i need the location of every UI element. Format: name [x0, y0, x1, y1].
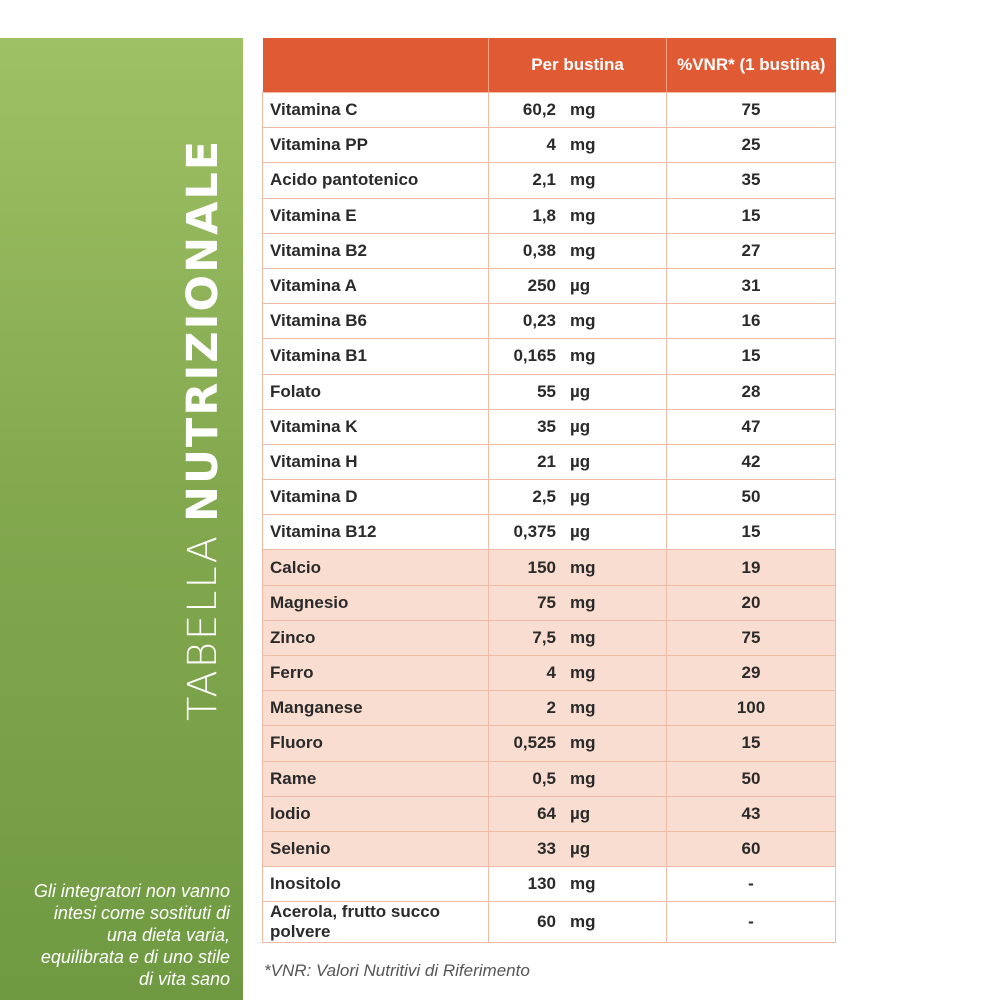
table-row: [263, 867, 836, 902]
nutrient-unit: mg: [570, 240, 596, 260]
nutrient-name: Vitamina B6: [263, 304, 489, 339]
nutrient-unit: mg: [570, 205, 596, 225]
nutrient-amount: 33: [537, 839, 556, 859]
vertical-title: [178, 96, 228, 721]
table-row: [263, 304, 836, 339]
disclaimer-text: Gli integratori non vanno intesi come sostituti di una dieta varia, equilibrata e di uno stile di vita sano: [33, 881, 230, 989]
nutrient-name: Manganese: [263, 691, 489, 726]
nutrient-amount-cell: [489, 761, 667, 796]
nutrient-amount-cell: [489, 444, 667, 479]
header-name: [263, 38, 489, 93]
nutrient-amount: 1,8: [532, 205, 556, 225]
nutrient-vnr: 100: [667, 691, 836, 726]
nutrient-vnr: 16: [667, 304, 836, 339]
nutrient-amount-cell: [489, 831, 667, 866]
table-row: [263, 409, 836, 444]
header-vnr: %VNR* (1 bustina): [667, 38, 836, 93]
nutrient-vnr: 29: [667, 656, 836, 691]
nutrient-vnr: 31: [667, 268, 836, 303]
nutrient-vnr: 15: [667, 515, 836, 550]
table-row: [263, 550, 836, 585]
nutrient-amount: 2: [546, 698, 556, 718]
table-row: [263, 128, 836, 163]
nutrient-unit: µg: [570, 522, 591, 542]
nutrient-amount-cell: [489, 304, 667, 339]
nutrient-name: Vitamina B1: [263, 339, 489, 374]
nutrient-unit: µg: [570, 839, 591, 859]
nutrient-vnr: 50: [667, 480, 836, 515]
nutrient-vnr: 28: [667, 374, 836, 409]
nutrient-name: Folato: [263, 374, 489, 409]
nutrient-amount-cell: [489, 233, 667, 268]
nutrient-name: Selenio: [263, 831, 489, 866]
nutrient-amount: 0,38: [522, 240, 556, 260]
nutrient-name: Inositolo: [263, 867, 489, 902]
table-row: [263, 656, 836, 691]
nutrient-vnr: 75: [667, 93, 836, 128]
nutrient-amount-cell: [489, 796, 667, 831]
nutrient-amount: 21: [537, 451, 556, 471]
title-bold: NUTRIZIONALE: [178, 138, 228, 522]
nutrient-amount-cell: [489, 163, 667, 198]
nutrient-unit: mg: [570, 311, 596, 331]
nutrient-amount: 2,5: [532, 487, 556, 507]
nutrient-amount-cell: [489, 550, 667, 585]
nutrient-unit: mg: [570, 698, 596, 718]
nutrient-amount: 7,5: [532, 627, 556, 647]
nutrient-amount: 150: [527, 557, 556, 577]
table-row: [263, 339, 836, 374]
nutrient-unit: mg: [570, 874, 596, 894]
nutrient-amount-cell: [489, 480, 667, 515]
nutrient-vnr: 50: [667, 761, 836, 796]
nutrient-vnr: 20: [667, 585, 836, 620]
nutrient-unit: mg: [570, 627, 596, 647]
nutrient-amount-cell: [489, 726, 667, 761]
nutrient-name: Zinco: [263, 620, 489, 655]
nutrient-vnr: 15: [667, 198, 836, 233]
nutrient-unit: µg: [570, 487, 591, 507]
nutrient-name: Vitamina D: [263, 480, 489, 515]
table-row: [263, 480, 836, 515]
nutrient-name: Vitamina B2: [263, 233, 489, 268]
nutrient-name: Vitamina E: [263, 198, 489, 233]
table-row: [263, 268, 836, 303]
nutrient-vnr: 43: [667, 796, 836, 831]
sidebar-panel: [0, 38, 243, 1000]
table-row: [263, 902, 836, 943]
nutrient-amount: 0,375: [513, 522, 556, 542]
table-row: [263, 691, 836, 726]
nutrient-amount-cell: [489, 198, 667, 233]
table-row: [263, 796, 836, 831]
nutrient-unit: mg: [570, 733, 596, 753]
nutrient-vnr: 75: [667, 620, 836, 655]
nutrient-unit: µg: [570, 276, 591, 296]
table-row: [263, 726, 836, 761]
nutrient-vnr: -: [667, 867, 836, 902]
nutrient-unit: µg: [570, 416, 591, 436]
table-row: [263, 163, 836, 198]
nutrient-amount: 2,1: [532, 170, 556, 190]
nutrient-unit: µg: [570, 381, 591, 401]
nutrition-table-container: [262, 38, 835, 943]
nutrient-name: Vitamina A: [263, 268, 489, 303]
nutrient-vnr: 42: [667, 444, 836, 479]
nutrient-unit: mg: [570, 135, 596, 155]
table-row: [263, 585, 836, 620]
nutrient-amount: 0,525: [513, 733, 556, 753]
nutrient-amount-cell: [489, 902, 667, 943]
nutrient-name: Fluoro: [263, 726, 489, 761]
nutrient-amount-cell: [489, 268, 667, 303]
nutrient-amount-cell: [489, 620, 667, 655]
nutrient-unit: mg: [570, 912, 596, 932]
nutrient-amount-cell: [489, 128, 667, 163]
nutrient-name: Calcio: [263, 550, 489, 585]
table-row: [263, 93, 836, 128]
nutrient-vnr: 15: [667, 339, 836, 374]
nutrient-unit: mg: [570, 170, 596, 190]
nutrient-name: Iodio: [263, 796, 489, 831]
nutrient-unit: mg: [570, 100, 596, 120]
nutrient-vnr: 15: [667, 726, 836, 761]
nutrient-amount: 0,165: [513, 346, 556, 366]
nutrient-vnr: 47: [667, 409, 836, 444]
title-light: TABELLA: [180, 533, 226, 721]
nutrient-amount-cell: [489, 656, 667, 691]
nutrient-name: Vitamina B12: [263, 515, 489, 550]
nutrient-amount: 60: [537, 912, 556, 932]
table-row: [263, 831, 836, 866]
nutrient-amount-cell: [489, 374, 667, 409]
nutrition-table: [262, 38, 836, 943]
nutrient-name: Ferro: [263, 656, 489, 691]
nutrient-name: Vitamina K: [263, 409, 489, 444]
nutrient-amount: 60,2: [522, 100, 556, 120]
nutrient-name: Vitamina PP: [263, 128, 489, 163]
table-row: [263, 233, 836, 268]
nutrient-vnr: -: [667, 902, 836, 943]
nutrient-amount: 0,23: [522, 311, 556, 331]
nutrient-name: Rame: [263, 761, 489, 796]
nutrient-amount: 75: [537, 592, 556, 612]
nutrient-name: Magnesio: [263, 585, 489, 620]
footnote: *VNR: Valori Nutritivi di Riferimento: [264, 961, 530, 980]
nutrient-vnr: 60: [667, 831, 836, 866]
header-per-bustina: Per bustina: [489, 38, 667, 93]
table-row: [263, 620, 836, 655]
nutrient-name: Vitamina C: [263, 93, 489, 128]
table-row: [263, 374, 836, 409]
nutrient-amount-cell: [489, 409, 667, 444]
nutrient-vnr: 19: [667, 550, 836, 585]
nutrient-name: Acerola, frutto succo polvere: [263, 902, 489, 943]
nutrient-amount: 250: [527, 276, 556, 296]
nutrient-amount: 4: [546, 663, 556, 683]
table-row: [263, 515, 836, 550]
nutrient-unit: mg: [570, 592, 596, 612]
nutrient-vnr: 27: [667, 233, 836, 268]
nutrient-unit: mg: [570, 346, 596, 366]
nutrient-unit: µg: [570, 803, 591, 823]
table-row: [263, 761, 836, 796]
nutrient-amount-cell: [489, 691, 667, 726]
nutrient-amount: 130: [527, 874, 556, 894]
nutrient-amount: 64: [537, 803, 556, 823]
nutrient-name: Acido pantotenico: [263, 163, 489, 198]
nutrient-unit: mg: [570, 768, 596, 788]
nutrient-amount-cell: [489, 585, 667, 620]
nutrient-vnr: 25: [667, 128, 836, 163]
nutrient-unit: mg: [570, 557, 596, 577]
nutrient-amount: 35: [537, 416, 556, 436]
nutrient-unit: µg: [570, 451, 591, 471]
nutrient-unit: mg: [570, 663, 596, 683]
nutrient-amount: 4: [546, 135, 556, 155]
nutrient-amount-cell: [489, 93, 667, 128]
nutrient-amount-cell: [489, 867, 667, 902]
table-row: [263, 198, 836, 233]
nutrient-amount-cell: [489, 515, 667, 550]
nutrient-amount: 55: [537, 381, 556, 401]
nutrient-vnr: 35: [667, 163, 836, 198]
table-row: [263, 444, 836, 479]
nutrient-amount-cell: [489, 339, 667, 374]
table-header-row: [263, 38, 836, 93]
nutrient-name: Vitamina H: [263, 444, 489, 479]
nutrient-amount: 0,5: [532, 768, 556, 788]
